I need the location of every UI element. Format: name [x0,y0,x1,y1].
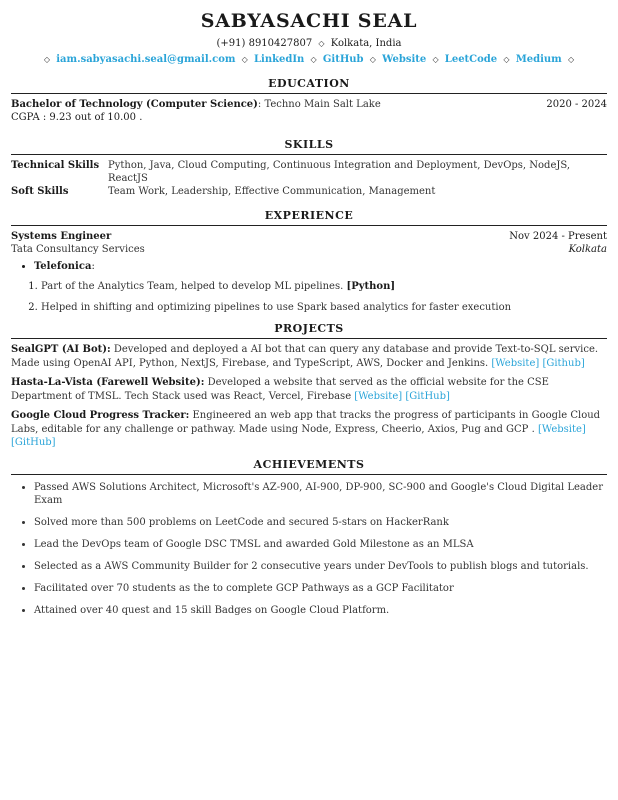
projects-heading: PROJECTS [11,322,607,339]
diamond-separator-icon: ◇ [369,55,376,64]
project-hasta-la-vista [11,376,607,403]
project-website-link[interactable]: [Website] [354,390,403,402]
diamond-separator-icon: ◇ [567,55,575,64]
website-link[interactable]: Website [382,54,427,65]
skills-table [11,159,607,198]
skills-heading: SKILLS [11,138,607,155]
project-github-link[interactable]: [GitHub] [405,390,450,402]
list-item: • Facilitated over 70 students as the to complete GCP Pathways as a GCP Facilitator [34,582,607,595]
degree: Bachelor of Technology (Computer Science) [11,99,258,110]
education-dates: 2020 - 2024 [546,99,607,110]
cgpa-row [11,111,607,124]
responsibility-1-tag: [Python] [346,281,396,292]
responsibility-list [11,280,607,314]
education-heading: EDUCATION [11,77,607,94]
diamond-separator-icon: ◇ [241,55,248,64]
resume-page [11,0,607,626]
diamond-separator-icon: ◇ [503,55,510,64]
list-item: • Passed AWS Solutions Architect, Microsoft's AZ-900, AI-900, DP-900, SC-900 and Google's Cloud Digital Leader Exam [34,481,607,507]
location: Kolkata, India [330,38,402,49]
phone-number: (+91) 8910427807 [216,38,313,49]
email-link[interactable]: iam.sabyasachi.seal@gmail.com [56,54,236,65]
diamond-separator-icon: ◇ [318,39,325,48]
experience-heading: EXPERIENCE [11,209,607,226]
technical-skills-row [11,159,607,185]
list-item [34,260,607,274]
achievements-heading: ACHIEVEMENTS [11,458,607,475]
project-description: Developed and deployed a AI bot that can query any database and provide Text-to-SQL service. Made using OpenAI API, Python, NextJS, Firebase, and TypeScript, AWS, Docker and Jenkins. [11,344,599,369]
project-github-link[interactable]: [Github] [542,357,585,369]
institution: : Techno Main Salt Lake [257,99,381,110]
medium-link[interactable]: Medium [515,54,562,65]
experience-role-row [11,230,607,243]
list-item: • Attained over 40 quest and 15 skill Badges on Google Cloud Platform. [34,604,607,617]
education-entry [11,98,607,111]
soft-skills-row [11,185,607,198]
list-item: • Solved more than 500 problems on LeetCode and secured 5-stars on HackerRank [34,516,607,529]
client-suffix: : [91,261,95,272]
project-website-link[interactable]: [Website] [491,357,540,369]
soft-skills-label: Soft Skills [11,186,69,197]
list-item [41,280,607,293]
responsibility-2: Helped in shifting and optimizing pipelines to use Spark based analytics for faster execution [41,302,512,313]
github-link[interactable]: GitHub [322,54,364,65]
project-title: Hasta-La-Vista (Farewell Website): [11,377,205,388]
diamond-separator-icon: ◇ [43,55,51,64]
project-gcp-tracker [11,409,607,450]
responsibility-1: Part of the Analytics Team, helped to develop ML pipelines. [41,281,344,292]
soft-skills-value: Team Work, Leadership, Effective Communication, Management [108,186,436,197]
diamond-separator-icon: ◇ [310,55,317,64]
job-role: Systems Engineer [11,231,112,242]
job-location: Kolkata [568,244,607,255]
technical-skills-value: Python, Java, Cloud Computing, Continuous Integration and Deployment, DevOps, NodeJS, ReactJS [108,160,571,184]
links-line [11,53,607,67]
project-title: SealGPT (AI Bot): [11,344,111,355]
client-list [11,260,607,274]
list-item: • Lead the DevOps team of Google DSC TMSL and awarded Gold Milestone as an MLSA [34,538,607,551]
cgpa: CGPA : 9.23 out of 10.00 . [11,112,143,123]
linkedin-link[interactable]: LinkedIn [254,54,305,65]
technical-skills-label: Technical Skills [11,160,100,171]
project-website-link[interactable]: [Website] [537,423,586,435]
project-sealgpt [11,343,607,370]
candidate-name: SABYASACHI SEAL [200,10,418,32]
contact-line [11,37,607,50]
achievements-list [11,481,607,617]
project-description: Developed a website that served as the official website for the CSE Department of TMSL. Tech Stack used was React, Vercel, Firebase [11,377,549,402]
project-github-link[interactable]: [GitHub] [11,437,56,448]
experience-company-row [11,243,607,256]
client-name: Telefonica [34,261,92,272]
project-description: Engineered an web app that tracks the progress of participants in Google Cloud Labs, editable for any challenge or pathway. Made using Node, Express, Cheerio, Axios, Pug and GCP . [11,410,601,435]
diamond-separator-icon: ◇ [432,55,439,64]
list-item: • Selected as a AWS Community Builder for 2 consecutive years under DevTools to publish blogs and tutorials. [34,560,607,573]
company: Tata Consultancy Services [11,244,145,255]
project-title: Google Cloud Progress Tracker: [11,410,190,421]
leetcode-link[interactable]: LeetCode [444,54,498,65]
list-item [41,301,607,314]
job-dates: Nov 2024 - Present [509,231,607,242]
